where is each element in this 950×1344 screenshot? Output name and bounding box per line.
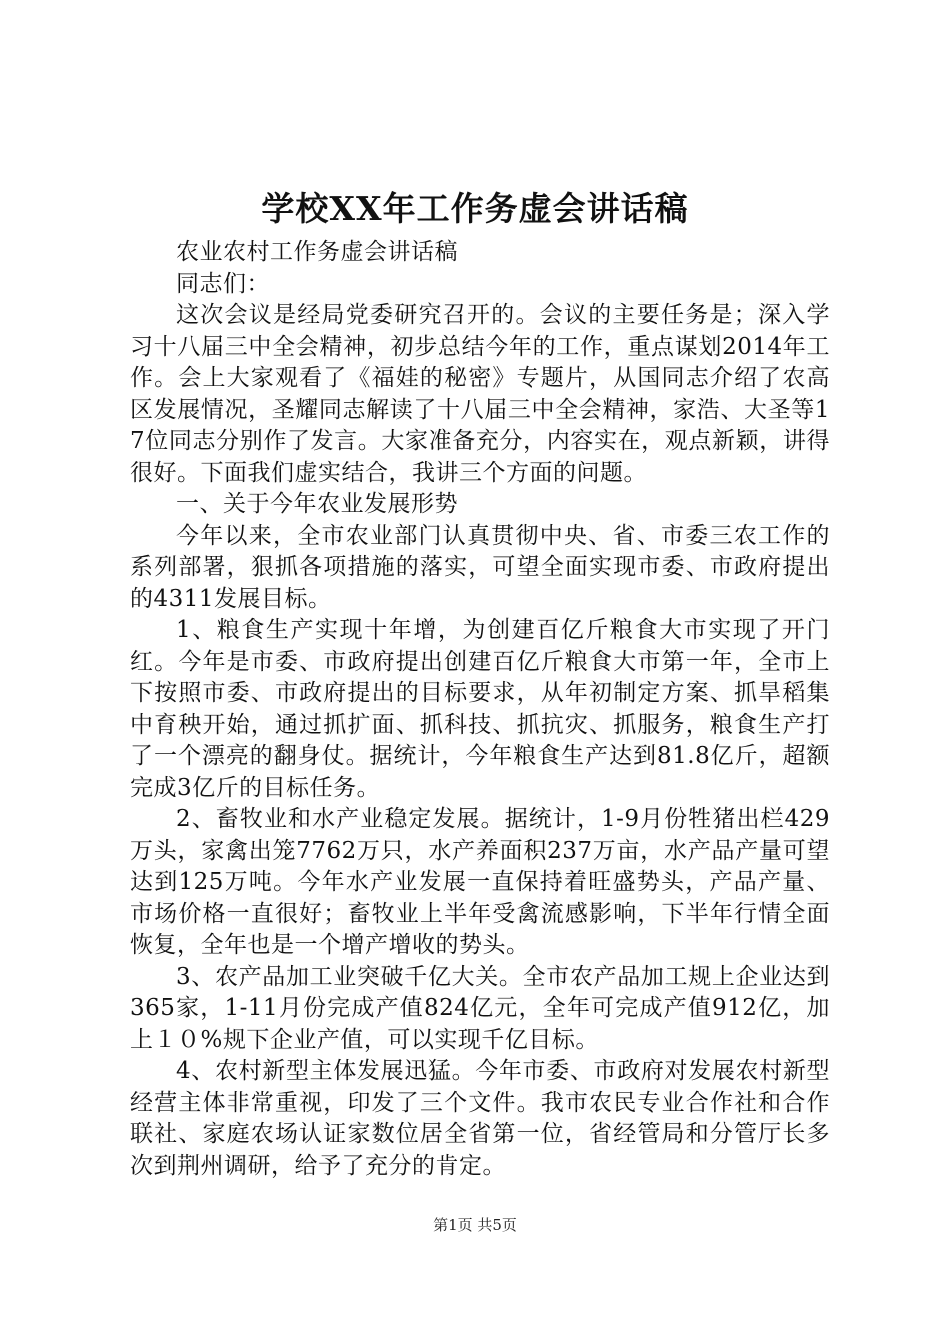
body-paragraph: 这次会议是经局党委研究召开的。会议的主要任务是；深入学习十八届三中全会精神，初步总结今年的工作，重点谋划2014年工作。会上大家观看了《福娃的秘密》专题片，从国同志介绍了农高区发展情况，圣耀同志解读了十八届三中全会精神，家浩、大圣等17位同志分别作了发言。大家准备充分，内容实在，观点新颖，讲得很好。下面我们虚实结合，我讲三个方面的问题。 bbox=[130, 302, 830, 486]
body-paragraph: 2、畜牧业和水产业稳定发展。据统计，1-9月份牲猪出栏429万头，家禽出笼7762万只，水产养面积237万亩，水产品产量可望达到125万吨。今年水产业发展一直保持着旺盛势头，产品产量、市场价格一直很好；畜牧业上半年受禽流感影响，下半年行情全面恢复，全年也是一个增产增收的势头。 bbox=[130, 806, 830, 958]
subtitle-paragraph: 农业农村工作务虚会讲话稿 bbox=[176, 239, 458, 265]
salutation-paragraph: 同志们： bbox=[176, 270, 270, 297]
document-title: 学校XX年工作务虚会讲话稿 bbox=[261, 189, 689, 228]
body-paragraph: 3、农产品加工业突破千亿大关。全市农产品加工规上企业达到365家，1-11月份完成产值824亿元，全年可完成产值912亿，加上１０%规下企业产值，可以实现千亿目标。 bbox=[130, 963, 830, 1053]
page-footer: 第1页 共5页 bbox=[433, 1216, 517, 1234]
body-paragraph: 1、粮食生产实现十年增，为创建百亿斤粮食大市实现了开门红。今年是市委、市政府提出创建百亿斤粮食大市第一年，全市上下按照市委、市政府提出的目标要求，从年初制定方案、抓旱稻集中育秧开始，通过抓扩面、抓科技、抓抗灾、抓服务，粮食生产打了一个漂亮的翻身仗。据统计，今年粮食生产达到81.8亿斤，超额完成3亿斤的目标任务。 bbox=[130, 617, 830, 801]
document-body bbox=[130, 237, 830, 1182]
section-heading: 一、关于今年农业发展形势 bbox=[176, 491, 458, 517]
body-paragraph: 今年以来，全市农业部门认真贯彻中央、省、市委三农工作的系列部署，狠抓各项措施的落实，可望全面实现市委、市政府提出的4311发展目标。 bbox=[130, 522, 830, 612]
body-paragraph: 4、农村新型主体发展迅猛。今年市委、市政府对发展农村新型经营主体非常重视，印发了三个文件。我市农民专业合作社和合作联社、家庭农场认证家数位居全省第一位，省经管局和分管厅长多次到荆州调研，给予了充分的肯定。 bbox=[130, 1058, 830, 1179]
